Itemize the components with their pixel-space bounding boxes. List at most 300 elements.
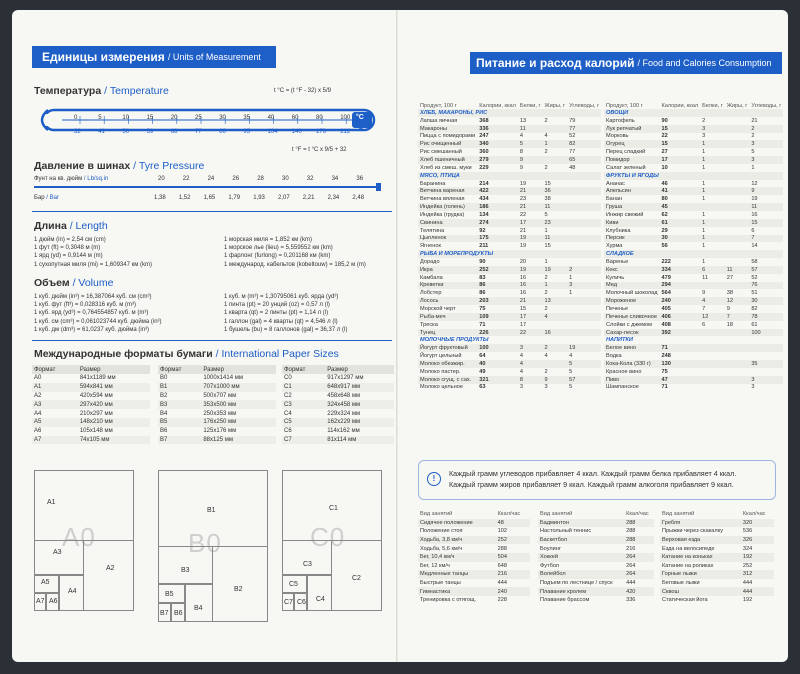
- food-value: 16: [543, 329, 568, 337]
- food-value: 1: [544, 258, 548, 265]
- conversion-line: 1 галлон (gal) = 4 кварты (qt) = 4,546 л (l): [224, 318, 338, 325]
- food-value: [725, 203, 750, 211]
- food-value: [725, 117, 750, 125]
- food-value: 71: [479, 321, 486, 328]
- bar-value: 2,34: [327, 195, 340, 201]
- food-row: [604, 156, 783, 164]
- food-name: Треска: [420, 321, 438, 328]
- food-name: Йогурт фруктовый: [418, 344, 477, 352]
- conversion-line: 1 кварта (qt) = 2 пинты (pt) = 1,14 л (l): [224, 310, 329, 317]
- food-value: 3: [751, 384, 755, 391]
- food-value: [725, 282, 750, 290]
- food-value: 19: [518, 235, 543, 243]
- food-value: 334: [659, 266, 700, 274]
- food-value: 51: [751, 290, 758, 297]
- food-row: [418, 313, 601, 321]
- activity-kcal: 324: [742, 545, 753, 552]
- divider: [32, 340, 392, 341]
- food-row: [418, 203, 601, 211]
- paper-size: 353x500 мм: [201, 400, 276, 409]
- activity-name: Положение стоя: [420, 528, 463, 535]
- food-category: [418, 109, 601, 117]
- food-row: [604, 227, 783, 235]
- food-value: 226: [477, 329, 518, 337]
- activity-kcal: 536: [742, 528, 753, 535]
- paper-format: C3: [282, 400, 325, 409]
- food-name: Йогурт цельный: [420, 353, 462, 360]
- food-value: 47: [659, 376, 700, 384]
- thermometer: [32, 96, 392, 146]
- food-row: [418, 384, 601, 392]
- paper-format: A5: [32, 418, 78, 427]
- paper-row: [32, 436, 150, 445]
- bar-value: 2,07: [278, 195, 290, 201]
- food-value: 5: [544, 211, 548, 218]
- food-value: 229: [479, 164, 489, 171]
- food-value: 279: [477, 156, 518, 164]
- activity-row: [538, 562, 654, 571]
- food-value: 109: [477, 313, 518, 321]
- header-kcal: Ккал/час: [742, 511, 766, 518]
- food-name: Лук репчатый: [604, 125, 659, 133]
- fahrenheit-tick-label: 41: [98, 129, 105, 135]
- header-fat: Жиры, г: [544, 102, 566, 109]
- activity-row: [660, 570, 774, 579]
- food-row: [604, 187, 783, 195]
- food-row: [604, 203, 783, 211]
- food-value: 2: [544, 164, 548, 171]
- food-name: Молоко цельное: [420, 384, 463, 391]
- food-value: 57: [749, 266, 783, 274]
- paper-row: [158, 418, 276, 427]
- food-value: 1: [569, 274, 573, 281]
- fahrenheit-tick-label: 50: [122, 129, 130, 135]
- food-value: 19: [543, 266, 568, 274]
- food-value: 1: [702, 211, 706, 218]
- activity-row: [418, 587, 530, 596]
- paper-format: C0: [284, 375, 292, 382]
- food-name: Пиво: [604, 376, 659, 384]
- volume-heading: Объем / Volume: [34, 277, 114, 289]
- food-value: 52: [751, 274, 758, 281]
- food-name: Молоко обезжир.: [418, 360, 477, 368]
- food-name: Рыба-меч: [418, 313, 477, 321]
- food-value: [543, 360, 568, 368]
- activity-kcal: 504: [496, 553, 530, 562]
- temperature-heading: Температура / Temperature: [34, 85, 169, 97]
- food-value: 4: [700, 297, 725, 305]
- food-value: [725, 235, 750, 243]
- celsius-tick-label: 10: [122, 115, 130, 121]
- pressure-bar-end: [376, 183, 381, 191]
- food-row: [604, 258, 783, 266]
- activity-kcal: 444: [626, 580, 636, 587]
- food-name: Водка: [606, 353, 622, 360]
- food-value: 90: [479, 258, 486, 265]
- food-value: [725, 219, 750, 227]
- food-value: 19: [519, 243, 527, 250]
- food-row: [418, 195, 601, 203]
- paper-format: C6: [284, 428, 292, 435]
- paper-size: 176x250 мм: [201, 418, 276, 427]
- food-name: Свинина: [418, 219, 477, 227]
- food-value: 1: [569, 290, 573, 297]
- fahrenheit-tick-label: 32: [74, 129, 81, 135]
- food-value: 7: [702, 306, 706, 313]
- food-row: [418, 329, 601, 337]
- food-value: [567, 180, 601, 188]
- food-row: [418, 164, 601, 172]
- food-value: 2: [544, 149, 548, 156]
- conversion-line: 1 ярд (yd) = 0,9144 м (m): [34, 253, 103, 260]
- food-value: 9: [543, 376, 568, 384]
- celsius-unit: °C: [356, 114, 364, 121]
- paper-size: 917x1297 мм: [327, 375, 364, 382]
- conversion-line: 1 морское лье (lieu) = 5,559552 км (km): [224, 245, 333, 252]
- food-value: [725, 195, 750, 203]
- food-value: 79: [569, 117, 576, 124]
- activity-row: [538, 519, 654, 528]
- food-value: 2: [543, 344, 568, 352]
- food-table-header: [418, 95, 601, 109]
- activity-name: Баскетбол: [538, 536, 624, 545]
- food-name: Лапша яичная: [420, 117, 458, 124]
- paper-table-header: [158, 365, 276, 374]
- activity-table-3: [660, 510, 774, 605]
- bar-value: 1,79: [228, 195, 241, 201]
- length-list-2: [224, 236, 366, 269]
- activity-name: Гребля: [660, 519, 741, 528]
- paper-size: 594x841 мм: [78, 383, 150, 392]
- food-row: [604, 180, 783, 188]
- conversion-line: 1 куб. см (cm³) = 0,061023744 куб. дюйма (in³): [34, 318, 162, 325]
- food-value: 1: [751, 164, 755, 171]
- food-value: 76: [749, 282, 783, 290]
- food-name: Слойки с джемом: [606, 321, 652, 328]
- header-fat: Жиры, г: [726, 102, 748, 109]
- food-value: [700, 203, 725, 211]
- food-banner: [470, 52, 782, 74]
- food-value: 368: [479, 117, 489, 124]
- length-heading: Длина / Length: [34, 220, 108, 232]
- food-value: 90: [661, 117, 668, 124]
- food-row: [604, 235, 783, 243]
- food-value: 40: [477, 360, 518, 368]
- bar-value: 1,38: [154, 195, 166, 201]
- activity-name: Катание на коньках: [660, 553, 741, 562]
- food-value: 6: [700, 266, 725, 274]
- food-value: [543, 156, 568, 164]
- header-carb: Углеводы, г: [751, 102, 782, 109]
- food-category: [604, 172, 783, 180]
- food-name: Банан: [606, 196, 623, 203]
- food-value: 57: [567, 376, 601, 384]
- paper-size: 458x648 мм: [327, 392, 361, 399]
- food-row: [418, 133, 601, 141]
- paper-row: [32, 400, 150, 409]
- volume-list-2: [224, 293, 347, 334]
- food-name: Креветки: [418, 282, 477, 290]
- food-value: 1: [700, 219, 725, 227]
- food-value: [725, 329, 750, 337]
- activity-row: [538, 544, 654, 553]
- left-page: [12, 10, 398, 662]
- activity-kcal: 420: [624, 587, 654, 596]
- food-value: 38: [726, 290, 733, 297]
- food-value: 92: [479, 227, 486, 234]
- header-activity: Вид занятий: [540, 511, 573, 518]
- fahrenheit-tick-label: 86: [219, 129, 226, 135]
- food-value: 4: [519, 133, 524, 140]
- food-value: [567, 219, 601, 227]
- food-value: [567, 321, 601, 329]
- category-label: МЯСО, ПТИЦА: [418, 172, 601, 180]
- food-value: 4: [544, 133, 548, 140]
- food-row: [418, 156, 601, 164]
- food-value: 65: [567, 156, 601, 164]
- right-page: [398, 10, 788, 662]
- paper-size: 74x105 мм: [78, 436, 150, 445]
- activity-name: Медленные танцы: [418, 570, 496, 579]
- food-name: Дорадо: [420, 258, 440, 265]
- food-value: 5: [567, 360, 601, 368]
- activity-name: Прыжки через скакалку: [662, 528, 723, 535]
- food-name: Индейка (голень): [418, 203, 477, 211]
- paper-format: B6: [160, 428, 168, 435]
- food-value: 19: [518, 266, 543, 274]
- paper-row: [282, 392, 394, 401]
- food-value: 71: [661, 384, 668, 391]
- food-value: 62: [661, 211, 668, 218]
- fahrenheit-tick-label: 176: [316, 129, 327, 135]
- food-value: 86: [479, 290, 486, 297]
- food-value: 22: [519, 211, 527, 218]
- activity-name: Ходьба, 5,6 км/ч: [420, 545, 463, 552]
- paper-format: B1: [158, 383, 201, 392]
- activity-kcal: 264: [624, 553, 654, 562]
- food-value: 336: [477, 125, 518, 133]
- paper-b-diagram: B0 B1 B2 B3 B4 B5 B6 B7: [158, 470, 268, 622]
- food-value: 36: [543, 187, 568, 195]
- activity-row: [660, 527, 774, 536]
- activity-kcal: 264: [626, 562, 636, 569]
- food-value: 30: [659, 235, 700, 243]
- food-row: [418, 187, 601, 195]
- bar-label: Бар / Bar: [34, 195, 59, 201]
- fahrenheit-unit: °F: [356, 126, 364, 133]
- activity-row: [418, 579, 530, 588]
- food-value: 6: [702, 321, 706, 328]
- header-activity: Вид занятий: [420, 511, 453, 518]
- paper-row: [282, 400, 394, 409]
- food-value: 5: [518, 140, 543, 148]
- food-value: [567, 211, 601, 219]
- food-row: [418, 376, 601, 384]
- food-name: Инжир свежий: [606, 211, 644, 218]
- paper-row: [158, 436, 276, 445]
- food-value: 100: [749, 329, 783, 337]
- food-value: 48: [569, 164, 576, 171]
- activity-row: [538, 553, 654, 562]
- food-value: [725, 258, 750, 266]
- food-value: 9: [749, 187, 783, 195]
- food-name: Тунец: [418, 329, 477, 337]
- activity-table-1: [418, 510, 530, 605]
- food-value: 12: [700, 313, 725, 321]
- food-row: [418, 235, 601, 243]
- food-name: Молоко сгущ. с сах.: [418, 376, 477, 384]
- celsius-tick-label: 0: [74, 115, 78, 121]
- food-value: 1: [702, 196, 706, 203]
- food-row: [418, 211, 601, 219]
- paper-size: 148x210 мм: [78, 418, 150, 427]
- food-value: 7: [725, 313, 750, 321]
- food-value: [543, 321, 568, 329]
- food-value: 56: [661, 243, 668, 250]
- food-row: [418, 352, 601, 360]
- food-value: 2: [567, 266, 601, 274]
- activity-row: [418, 519, 530, 528]
- activity-row: [660, 544, 774, 553]
- paper-row: [158, 400, 276, 409]
- paper-size: 707x1000 мм: [201, 383, 276, 392]
- food-name: Икра: [418, 266, 477, 274]
- food-value: 20: [519, 258, 527, 265]
- food-row: [418, 140, 601, 148]
- activity-kcal: 192: [741, 553, 774, 562]
- food-name: Шампанское: [606, 384, 639, 391]
- food-name: Клубника: [606, 227, 631, 234]
- activity-kcal: 48: [496, 519, 530, 528]
- food-value: 16: [751, 211, 758, 218]
- food-name: Лобстер: [420, 290, 442, 297]
- food-name: Лосось: [418, 297, 477, 305]
- food-value: 130: [659, 360, 700, 368]
- food-value: 3: [518, 344, 543, 352]
- calorie-note: [418, 460, 776, 500]
- header-kcal: Ккал/час: [626, 511, 649, 518]
- food-category: [604, 250, 783, 258]
- paper-format: A3: [32, 400, 78, 409]
- paper-c-diagram: C0 C1 C2 C3 C4 C5 C6 C7: [282, 470, 382, 611]
- food-value: 15: [659, 125, 700, 133]
- food-name: Печенье сливочное: [604, 313, 659, 321]
- activity-row: [660, 553, 774, 562]
- food-row: [604, 125, 783, 133]
- food-value: 16: [518, 282, 543, 290]
- paper-row: [158, 383, 276, 392]
- food-name: Картофель: [606, 117, 635, 124]
- food-value: 1: [700, 140, 725, 148]
- food-value: [700, 352, 725, 360]
- food-row: [604, 376, 783, 384]
- activity-row: [418, 562, 530, 571]
- food-value: 240: [659, 297, 700, 305]
- food-value: 5: [569, 384, 573, 391]
- food-value: [543, 125, 568, 133]
- conversion-line: 1 куб. фут (ft³) = 0,028316 куб. м (m³): [34, 302, 136, 309]
- food-value: [725, 352, 750, 360]
- food-category: [604, 109, 783, 117]
- paper-heading: Международные форматы бумаги / International Paper Sizes: [34, 348, 339, 360]
- food-value: 61: [751, 321, 758, 328]
- food-table-header: [604, 95, 783, 109]
- bar-value: 1,93: [253, 195, 265, 201]
- food-value: 19: [567, 344, 601, 352]
- food-row: [604, 297, 783, 305]
- food-name: Рис смешанный: [420, 149, 462, 156]
- paper-b-table: [158, 365, 276, 444]
- food-name: Салат зеленый: [606, 164, 646, 171]
- activity-name: Горные лыжи: [660, 570, 741, 579]
- food-row: [418, 344, 601, 352]
- activity-name: Беговые лыжи: [662, 580, 700, 587]
- food-table-right: [604, 95, 783, 391]
- food-value: [725, 187, 750, 195]
- paper-row: [158, 427, 276, 436]
- food-row: [418, 219, 601, 227]
- food-row: [604, 266, 783, 274]
- food-value: [725, 133, 750, 141]
- food-row: [418, 289, 601, 297]
- food-value: 17: [518, 313, 543, 321]
- units-banner: [32, 46, 276, 68]
- food-value: [700, 384, 725, 392]
- food-value: 1: [702, 164, 706, 171]
- food-row: [604, 140, 783, 148]
- food-value: 27: [661, 149, 668, 156]
- category-label: ХЛЕБ, МАКАРОНЫ, РИС: [418, 109, 601, 117]
- food-value: 248: [661, 353, 671, 360]
- food-value: 15: [659, 140, 700, 148]
- food-value: 4: [518, 360, 543, 368]
- food-name: Баранина: [420, 180, 446, 187]
- food-row: [604, 360, 783, 368]
- paper-format: C4: [284, 410, 292, 417]
- fahrenheit-tick-label: 59: [146, 129, 154, 135]
- activity-row: [418, 553, 530, 562]
- food-value: [725, 376, 750, 384]
- food-value: 247: [479, 133, 489, 140]
- activity-kcal: 252: [496, 536, 530, 545]
- food-value: 294: [659, 282, 700, 290]
- category-label: РЫБА И МОРЕПРОДУКТЫ: [418, 250, 601, 258]
- psi-value: 36: [356, 176, 364, 182]
- activity-name: Бадминтон: [538, 519, 624, 528]
- activity-name: Сквош: [660, 587, 741, 596]
- activity-name: Катание на роликах: [662, 562, 714, 569]
- food-value: [749, 352, 783, 360]
- food-name: Хлеб пшеничный: [418, 156, 477, 164]
- food-value: 4: [519, 368, 524, 375]
- food-value: 19: [751, 196, 758, 203]
- food-name: Красное вино: [606, 368, 642, 375]
- food-value: 1: [702, 227, 706, 234]
- activity-name: Бег, 10,4 км/ч: [418, 553, 496, 562]
- paper-size: 420x594 мм: [79, 392, 113, 399]
- paper-row: [32, 427, 150, 436]
- food-value: 13: [543, 297, 568, 305]
- psi-value: 34: [331, 176, 339, 182]
- activity-header: [660, 510, 774, 519]
- food-row: [604, 352, 783, 360]
- food-value: 274: [477, 219, 518, 227]
- food-value: 21: [519, 227, 527, 234]
- food-name: Пицца с помидорами: [420, 133, 476, 140]
- food-value: 75: [479, 306, 486, 313]
- food-category: [418, 250, 601, 258]
- food-value: 1: [543, 282, 568, 290]
